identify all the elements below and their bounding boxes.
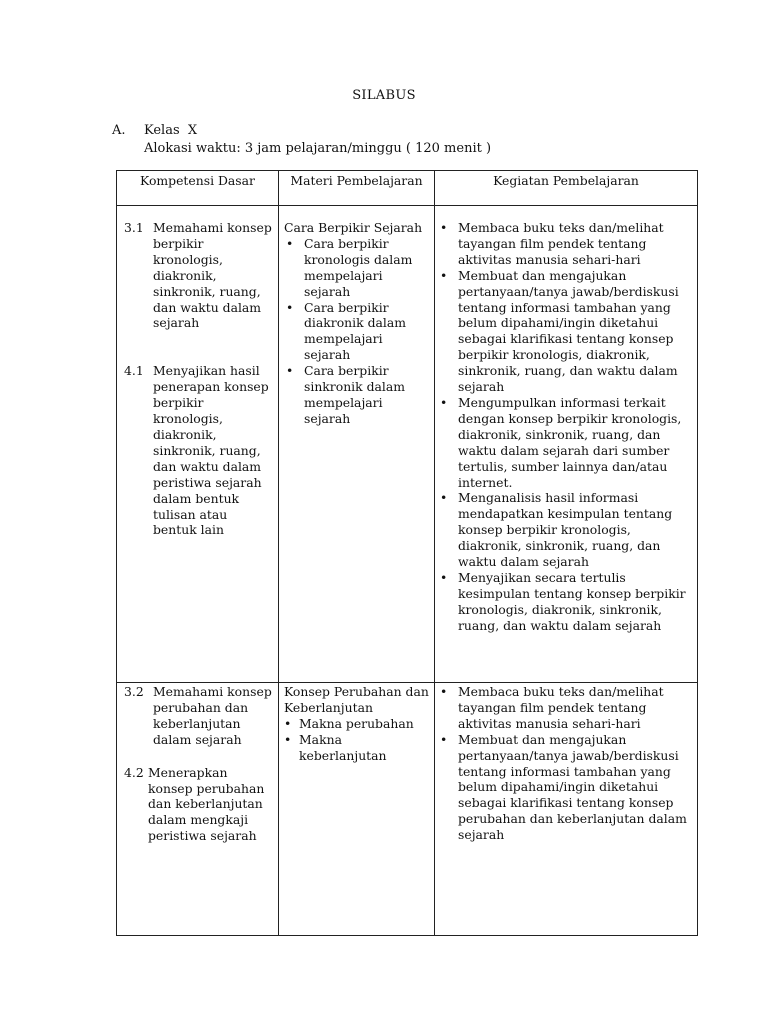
header-kegiatan-pembelajaran: Kegiatan Pembelajaran bbox=[435, 171, 698, 206]
kelas-label: Kelas X bbox=[144, 123, 198, 138]
materi-heading: Konsep Perubahan dan Keberlanjutan bbox=[284, 684, 429, 715]
kd-item bbox=[124, 765, 272, 845]
kd-item bbox=[124, 684, 272, 748]
list-item: • Cara berpikir diakronik dalam mempelajari sejarah bbox=[286, 299, 406, 363]
kd-number: 4.1 bbox=[124, 363, 144, 379]
table-row bbox=[117, 683, 698, 936]
kd-text: Memahami konsep berpikir kronologis, diakronik, sinkronik, ruang, dan waktu dalam sejarah bbox=[153, 220, 272, 331]
kd-text: Menerapkan konsep perubahan dan keberlanjutan dalam mengkaji peristiwa sejarah bbox=[148, 764, 265, 844]
kegiatan-cell bbox=[435, 683, 698, 936]
header-materi-pembelajaran: Materi Pembelajaran bbox=[279, 171, 435, 206]
kd-text: Menyajikan hasil penerapan konsep berpikir kronologis, diakronik, sinkronik, ruang, dan waktu dalam peristiwa sejarah dalam bentuk tulisan atau bentuk lain bbox=[153, 363, 269, 538]
list-item: • Cara berpikir sinkronik dalam mempelajari sejarah bbox=[286, 363, 406, 426]
section-letter: A. bbox=[112, 123, 126, 138]
kd-number: 3.2 bbox=[124, 684, 144, 699]
section-a bbox=[112, 122, 491, 158]
bullet-icon: • bbox=[286, 363, 294, 379]
bullet-icon: • bbox=[440, 569, 448, 585]
kd-item bbox=[124, 220, 272, 331]
bullet-icon: • bbox=[286, 235, 294, 251]
kompetensi-cell bbox=[117, 683, 279, 936]
list-item: • Menganalisis hasil informasi mendapatkan kesimpulan tentang konsep berpikir kronologis, diakronik, sinkronik, ruang, dan waktu dalam sejarah bbox=[440, 490, 673, 570]
alokasi-waktu: Alokasi waktu: 3 jam pelajaran/minggu ( 120 menit ) bbox=[144, 141, 492, 156]
bullet-icon: • bbox=[284, 715, 292, 731]
list-item: • Membuat dan mengajukan pertanyaan/tanya jawab/berdiskusi tentang informasi tambahan yang belum dipahami/ingin diketahui sebagai klarifikasi tentang konsep berpikir kronologis, diakronik, sinkronik, ruang, dan waktu dalam sejarah bbox=[440, 267, 679, 395]
kd-number: 3.1 bbox=[124, 220, 144, 235]
bullet-icon: • bbox=[284, 731, 292, 747]
list-item: • Menyajikan secara tertulis kesimpulan tentang konsep berpikir kronologis, diakronik, sinkronik, ruang, dan waktu dalam sejarah bbox=[440, 569, 686, 633]
kompetensi-cell bbox=[117, 206, 279, 683]
kd-number: 4.2 bbox=[124, 764, 144, 780]
bullet-icon: • bbox=[440, 490, 448, 506]
list-item: • Membaca buku teks dan/melihat tayangan film pendek tentang aktivitas manusia sehari-hari bbox=[440, 684, 664, 731]
table-header-row bbox=[117, 171, 698, 206]
list-item: • Makna keberlanjutan bbox=[284, 731, 387, 763]
list-item: • Cara berpikir kronologis dalam mempelajari sejarah bbox=[286, 235, 413, 299]
document-title: SILABUS bbox=[352, 88, 416, 103]
materi-cell bbox=[279, 683, 435, 936]
bullet-icon: • bbox=[440, 220, 448, 235]
materi-cell bbox=[279, 206, 435, 683]
table-row bbox=[117, 206, 698, 683]
header-kompetensi-dasar: Kompetensi Dasar bbox=[117, 171, 279, 206]
bullet-icon: • bbox=[440, 684, 448, 699]
kd-item bbox=[124, 363, 272, 538]
list-item: • Makna perubahan bbox=[284, 715, 414, 731]
list-item: • Membuat dan mengajukan pertanyaan/tanya jawab/berdiskusi tentang informasi tambahan yang belum dipahami/ingin diketahui sebagai klarifikasi tentang konsep perubahan dan keberlanjutan dalam sejarah bbox=[440, 731, 687, 843]
bullet-icon: • bbox=[286, 299, 294, 315]
bullet-icon: • bbox=[440, 394, 448, 410]
list-item: • Membaca buku teks dan/melihat tayangan film pendek tentang aktivitas manusia sehari-hari bbox=[440, 220, 664, 267]
kd-text: Memahami konsep perubahan dan keberlanjutan dalam sejarah bbox=[153, 684, 272, 747]
syllabus-table bbox=[116, 170, 698, 936]
list-item: • Mengumpulkan informasi terkait dengan konsep berpikir kronologis, diakronik, sinkronik, ruang, dan waktu dalam sejarah dari sumber tertulis, sumber lainnya dan/atau internet. bbox=[440, 394, 682, 490]
materi-heading: Cara Berpikir Sejarah bbox=[284, 220, 423, 235]
kegiatan-cell bbox=[435, 206, 698, 683]
bullet-icon: • bbox=[440, 267, 448, 283]
bullet-icon: • bbox=[440, 731, 448, 747]
